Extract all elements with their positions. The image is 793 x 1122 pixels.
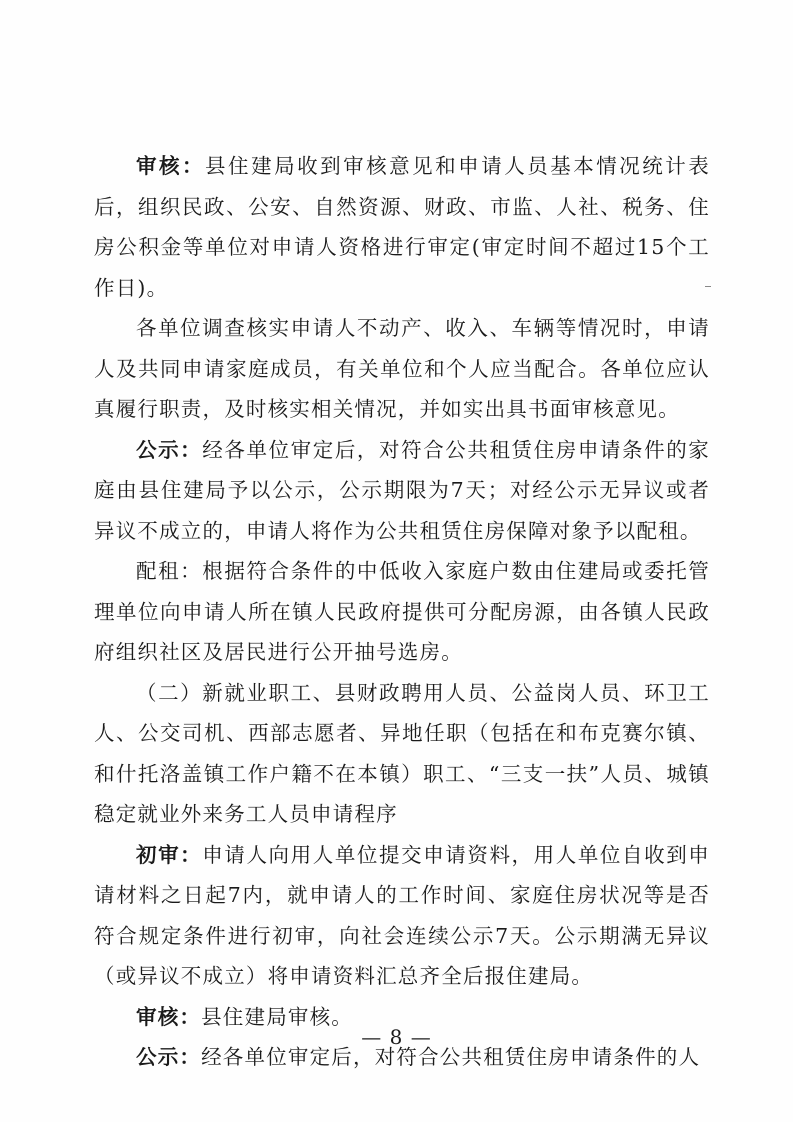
- paragraph-section-two: [94, 673, 710, 835]
- paragraph-label: 公示：: [136, 1045, 202, 1069]
- page-number: — 8 —: [361, 1025, 432, 1049]
- paragraph-allocation: [94, 551, 710, 673]
- paragraph-text: 县住建局收到审核意见和申请人员基本情况统计表后，组织民政、公安、自然资源、财政、市监、人社、税务、住房公积金等单位对申请人资格进行审定(审定时间不超过15个工作日)。: [94, 154, 710, 300]
- paragraph-text: 经各单位审定后，对符合公共租赁住房申请条件的人: [201, 1045, 701, 1069]
- paragraph-text: 申请人向用人单位提交申请资料，用人单位自收到申请材料之日起7内，就申请人的工作时间、家庭住房状况等是否符合规定条件进行初审，向社会连续公示7天。公示期满无异议（或异议不成立）将申请资料汇总齐全后报住建局。: [94, 842, 710, 988]
- paragraph-initial-review: [94, 835, 710, 997]
- paragraph-publicity: [94, 430, 710, 552]
- paragraph-text: 经各单位审定后，对符合公共租赁住房申请条件的家庭由县住建局予以公示，公示期限为7天；对经公示无异议或者异议不成立的，申请人将作为公共租赁住房保障对象予以配租。: [94, 437, 710, 543]
- paragraph-text: 县住建局审核。: [201, 1004, 354, 1029]
- paragraph-text: 配租：根据符合条件的中低收入家庭户数由住建局或委托管理单位向申请人所在镇人民政府提供可分配房源，由各镇人民政府组织社区及居民进行公开抽号选房。: [94, 559, 710, 664]
- paragraph-text: （二）新就业职工、县财政聘用人员、公益岗人员、环卫工人、公交司机、西部志愿者、异地任职（包括在和布克赛尔镇、和什托洛盖镇工作户籍不在本镇）职工、“三支一扶”人员、城镇稳定就业外来务工人员申请程序: [94, 680, 710, 826]
- paragraph-label: 初审：: [136, 842, 203, 867]
- paragraph-label: 审核：: [136, 1004, 202, 1029]
- paragraph-label: 审核：: [136, 154, 206, 178]
- paragraph-investigation: [94, 308, 710, 430]
- document-body: [94, 146, 710, 1078]
- paragraph-label: 公示：: [136, 437, 203, 462]
- paragraph-review: [94, 146, 710, 308]
- paragraph-text: 各单位调查核实申请人不动产、收入、车辆等情况时，申请人及共同申请家庭成员，有关单位和个人应当配合。各单位应认真履行职责，及时核实相关情况，并如实出具书面审核意见。: [94, 316, 710, 421]
- scan-mark: [705, 286, 711, 287]
